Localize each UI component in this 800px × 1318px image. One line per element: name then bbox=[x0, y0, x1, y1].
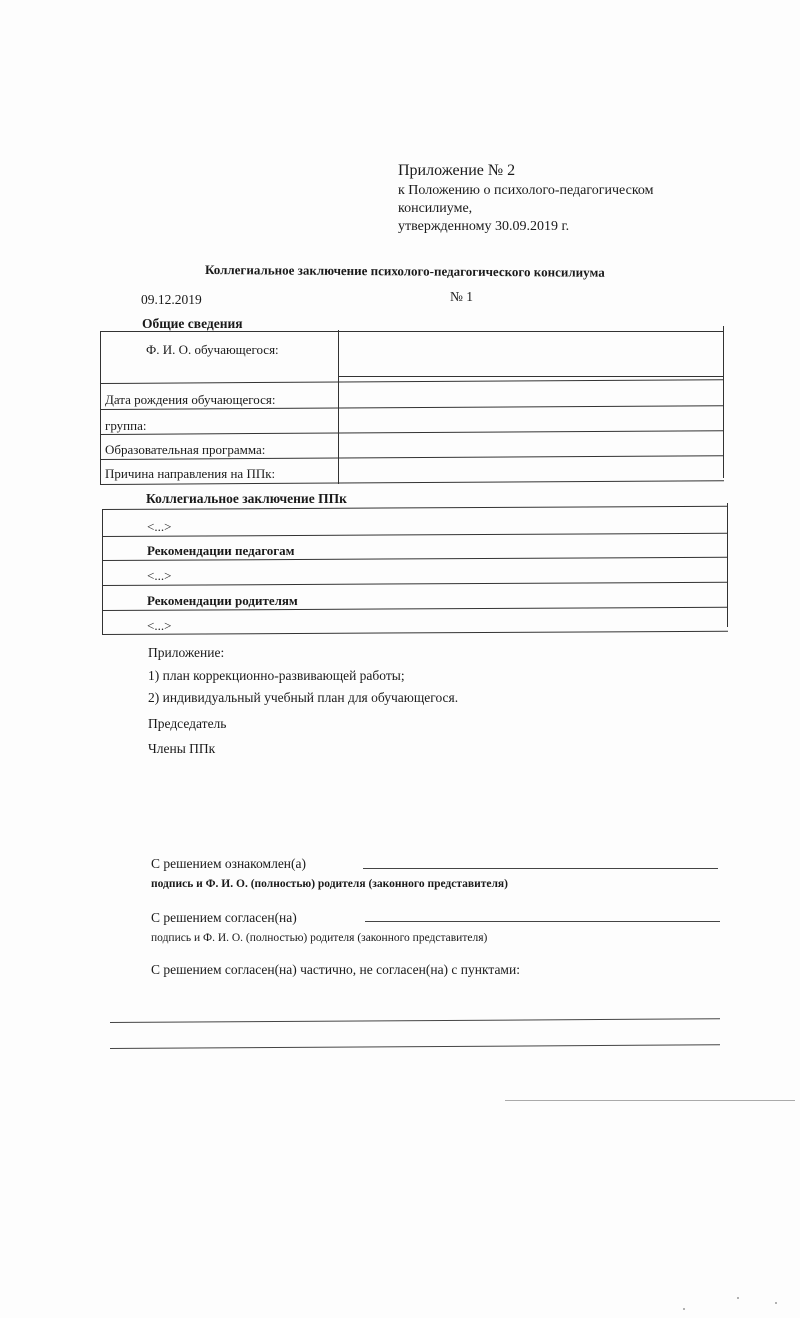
parents-heading: Рекомендации родителям bbox=[147, 593, 298, 608]
acquainted-caption: подпись и Ф. И. О. (полностью) родителя (законного представителя) bbox=[151, 878, 508, 890]
partial-agreement-label: С решением согласен(на) частично, не согласен(на) с пунктами: bbox=[151, 962, 520, 977]
table-cell-label: Причина направления на ППк: bbox=[105, 466, 276, 481]
table-cell-label: группа: bbox=[105, 418, 147, 433]
page-edge-line bbox=[505, 1100, 795, 1101]
appendix-line-1: к Положению о психолого-педагогическом bbox=[398, 183, 654, 198]
appendix-title: Приложение № 2 bbox=[398, 162, 516, 179]
table-row-divider bbox=[100, 379, 724, 384]
appendix-line-2: консилиуме, bbox=[398, 201, 473, 216]
conclusion-heading: Коллегиальное заключение ППк bbox=[146, 491, 347, 506]
table-row-divider bbox=[338, 376, 724, 377]
comment-line bbox=[110, 1018, 720, 1023]
document-number: № 1 bbox=[450, 289, 474, 304]
attachments-heading: Приложение: bbox=[148, 645, 225, 660]
table-cell-label: Образовательная программа: bbox=[105, 442, 266, 457]
appendix-line-3: утвержденному 30.09.2019 г. bbox=[398, 219, 570, 234]
table-cell-label: Дата рождения обучающегося: bbox=[105, 392, 276, 407]
table-border-bottom bbox=[102, 631, 728, 635]
scan-speck bbox=[775, 1302, 777, 1304]
comment-line bbox=[110, 1044, 720, 1049]
document-title: Коллегиальное заключение психолого-педагогического консилиума bbox=[204, 262, 605, 280]
table-border-left bbox=[102, 509, 103, 635]
table-border-top bbox=[100, 331, 724, 332]
attachment-item: 1) план коррекционно-развивающей работы; bbox=[148, 668, 405, 683]
acquainted-label: С решением ознакомлен(а) bbox=[151, 856, 307, 871]
agreed-label: С решением согласен(на) bbox=[151, 910, 297, 925]
general-info-heading: Общие сведения bbox=[142, 316, 243, 331]
table-row-divider bbox=[102, 582, 728, 586]
teachers-text: <...> bbox=[147, 568, 172, 583]
table-border-right bbox=[727, 503, 728, 627]
scan-speck bbox=[683, 1308, 685, 1310]
chairman-label: Председатель bbox=[148, 716, 227, 731]
signature-line bbox=[365, 921, 720, 922]
attachment-item: 2) индивидуальный учебный план для обучающегося. bbox=[148, 690, 459, 705]
table-border-left bbox=[100, 331, 101, 484]
table-row-divider bbox=[102, 533, 728, 537]
appendix-header bbox=[398, 160, 654, 236]
document-date: 09.12.2019 bbox=[141, 292, 202, 307]
table-cell-label: Ф. И. О. обучающегося: bbox=[146, 342, 279, 357]
members-label: Члены ППк bbox=[148, 741, 216, 756]
conclusion-text: <...> bbox=[147, 519, 172, 534]
agreed-caption: подпись и Ф. И. О. (полностью) родителя (законного представителя) bbox=[151, 932, 488, 944]
signature-line bbox=[363, 868, 718, 869]
scan-speck bbox=[737, 1297, 739, 1299]
parents-text: <...> bbox=[147, 618, 172, 633]
table-row-divider bbox=[100, 430, 724, 435]
teachers-heading: Рекомендации педагогам bbox=[147, 543, 295, 558]
